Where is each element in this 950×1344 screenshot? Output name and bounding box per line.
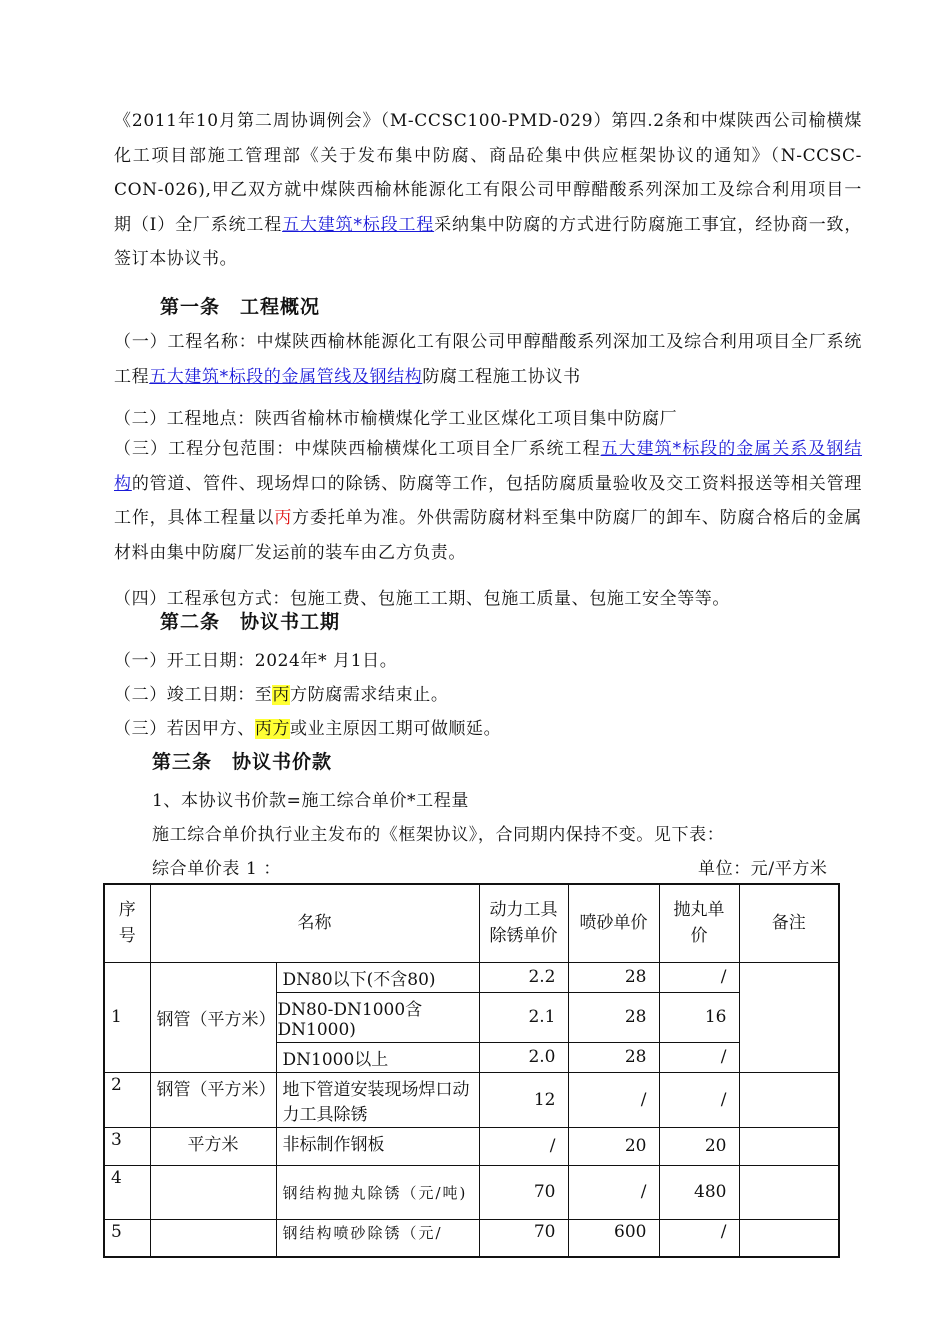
article1-item2: （二）工程地点：陕西省榆林市榆横煤化学工业区煤化工项目集中防腐厂	[114, 409, 678, 429]
row-note	[739, 1165, 839, 1219]
article2-item2: （二）竣工日期：至丙方防腐需求结束止。	[114, 685, 449, 705]
row-spec: 地下管道安装现场焊口动力工具除锈	[276, 1072, 479, 1127]
row-power: 2.1	[479, 992, 568, 1042]
row-note	[739, 1127, 839, 1165]
row-category	[150, 1165, 276, 1219]
row-category: 钢管（平方米）	[150, 1072, 276, 1127]
row-sand: /	[568, 1072, 659, 1127]
highlight: 丙方	[254, 719, 291, 739]
row-shot: /	[659, 1042, 739, 1072]
row-category	[150, 1219, 276, 1257]
article3-line2: 施工综合单价执行业主发布的《框架协议》，合同期内保持不变。见下表：	[152, 825, 725, 845]
row-seq: 2	[104, 1072, 150, 1127]
row-spec: 钢结构喷砂除锈（元/	[276, 1219, 479, 1257]
row-spec: 非标制作钢板	[276, 1127, 479, 1165]
table-row	[104, 1072, 839, 1127]
article1-item1: （一）工程名称：中煤陕西榆林能源化工有限公司甲醇醋酸系列深加工及综合利用项目全厂系统工程五大建筑*标段的金属管线及钢结构防腐工程施工协议书	[114, 332, 862, 387]
row-seq: 3	[104, 1127, 150, 1165]
row-sand: /	[568, 1165, 659, 1219]
table-caption: 综合单价表 1 ：	[152, 859, 282, 879]
row-category: 平方米	[150, 1127, 276, 1165]
article1-item4: （四）工程承包方式：包施工费、包施工工期、包施工质量、包施工安全等等。	[114, 589, 730, 609]
article2-item3: （三）若因甲方、丙方或业主原因工期可做顺延。	[114, 719, 502, 739]
row-power: 12	[479, 1072, 568, 1127]
row-shot: /	[659, 1219, 739, 1257]
intro-link[interactable]: 五大建筑*标段工程	[282, 214, 435, 235]
row-seq: 4	[104, 1165, 150, 1219]
row-shot: /	[659, 962, 739, 992]
red-char: 丙	[274, 508, 293, 528]
price-table	[103, 883, 840, 1258]
article2-item1: （一）开工日期：2024年* 月1日。	[114, 651, 398, 671]
row-sand: 600	[568, 1219, 659, 1257]
row-spec: DN1000以上	[276, 1042, 479, 1072]
article3-line1: 1、本协议书价款=施工综合单价*工程量	[152, 791, 469, 811]
item1-link[interactable]: 五大建筑*标段的金属管线及钢结构	[149, 366, 423, 387]
header-note: 备注	[739, 884, 839, 962]
row-category: 钢管（平方米）	[150, 962, 276, 1072]
intro-text-end: 采纳集中防腐的方式进行防腐施工事宜，经协商一致，签订本协议书。	[114, 214, 862, 269]
row-shot: 16	[659, 992, 739, 1042]
intro-paragraph	[114, 104, 862, 277]
row-power: 2.2	[479, 962, 568, 992]
row-sand: 28	[568, 1042, 659, 1072]
header-sand: 喷砂单价	[568, 884, 659, 962]
article3-heading: 第三条 协议书价款	[152, 751, 333, 773]
row-power: /	[479, 1127, 568, 1165]
row-note	[739, 962, 839, 1072]
row-spec: DN80-DN1000含DN1000)	[276, 992, 479, 1042]
table-row	[104, 1127, 839, 1165]
row-power: 70	[479, 1219, 568, 1257]
row-seq: 5	[104, 1219, 150, 1257]
table-header	[104, 884, 839, 962]
highlight: 丙	[272, 685, 291, 705]
row-note	[739, 1219, 839, 1257]
header-power: 动力工具除锈单价	[479, 884, 568, 962]
row-spec: DN80以下(不含80)	[276, 962, 479, 992]
row-shot: /	[659, 1072, 739, 1127]
table-row	[104, 962, 839, 992]
item3-link[interactable]: 五大建筑*标段的金属关系及钢结构	[114, 439, 862, 494]
table-row	[104, 1219, 839, 1257]
row-seq: 1	[104, 962, 150, 1072]
unit-label: 单位：元/平方米	[698, 859, 828, 879]
row-power: 70	[479, 1165, 568, 1219]
row-shot: 20	[659, 1127, 739, 1165]
article1-item3: （三）工程分包范围：中煤陕西榆横煤化工项目全厂系统工程五大建筑*标段的金属关系及钢结构的管道、管件、现场焊口的除锈、防腐等工作，包括防腐质量验收及交工资料报送等相关管理工作，具体工程量以丙方委托单为准。外供需防腐材料至集中防腐厂的卸车、防腐合格后的金属材料由集中防腐厂发运前的装车由乙方负责。	[114, 439, 862, 563]
table-row	[104, 1165, 839, 1219]
article2-heading: 第二条 协议书工期	[160, 611, 341, 633]
intro-text: 《2011年10月第二周协调例会》（M-CCSC100-PMD-029）第四.2条和中煤陕西公司榆横煤化工项目部施工管理部《关于发布集中防腐、商品砼集中供应框架协议的通知》（N-CCSC-CON-026),甲乙双方就中煤陕西榆林能源化工有限公司甲醇醋酸系列深加工及综合利用项目一期（I）全厂系统工程	[114, 111, 862, 235]
row-spec: 钢结构抛丸除锈（元/吨)	[276, 1165, 479, 1219]
header-name: 名称	[150, 884, 479, 962]
row-sand: 20	[568, 1127, 659, 1165]
row-sand: 28	[568, 962, 659, 992]
header-shot: 抛丸单价	[659, 884, 739, 962]
article1-heading: 第一条 工程概况	[160, 296, 321, 318]
row-shot: 480	[659, 1165, 739, 1219]
row-power: 2.0	[479, 1042, 568, 1072]
header-seq: 序号	[104, 884, 150, 962]
row-note	[739, 1072, 839, 1127]
row-sand: 28	[568, 992, 659, 1042]
